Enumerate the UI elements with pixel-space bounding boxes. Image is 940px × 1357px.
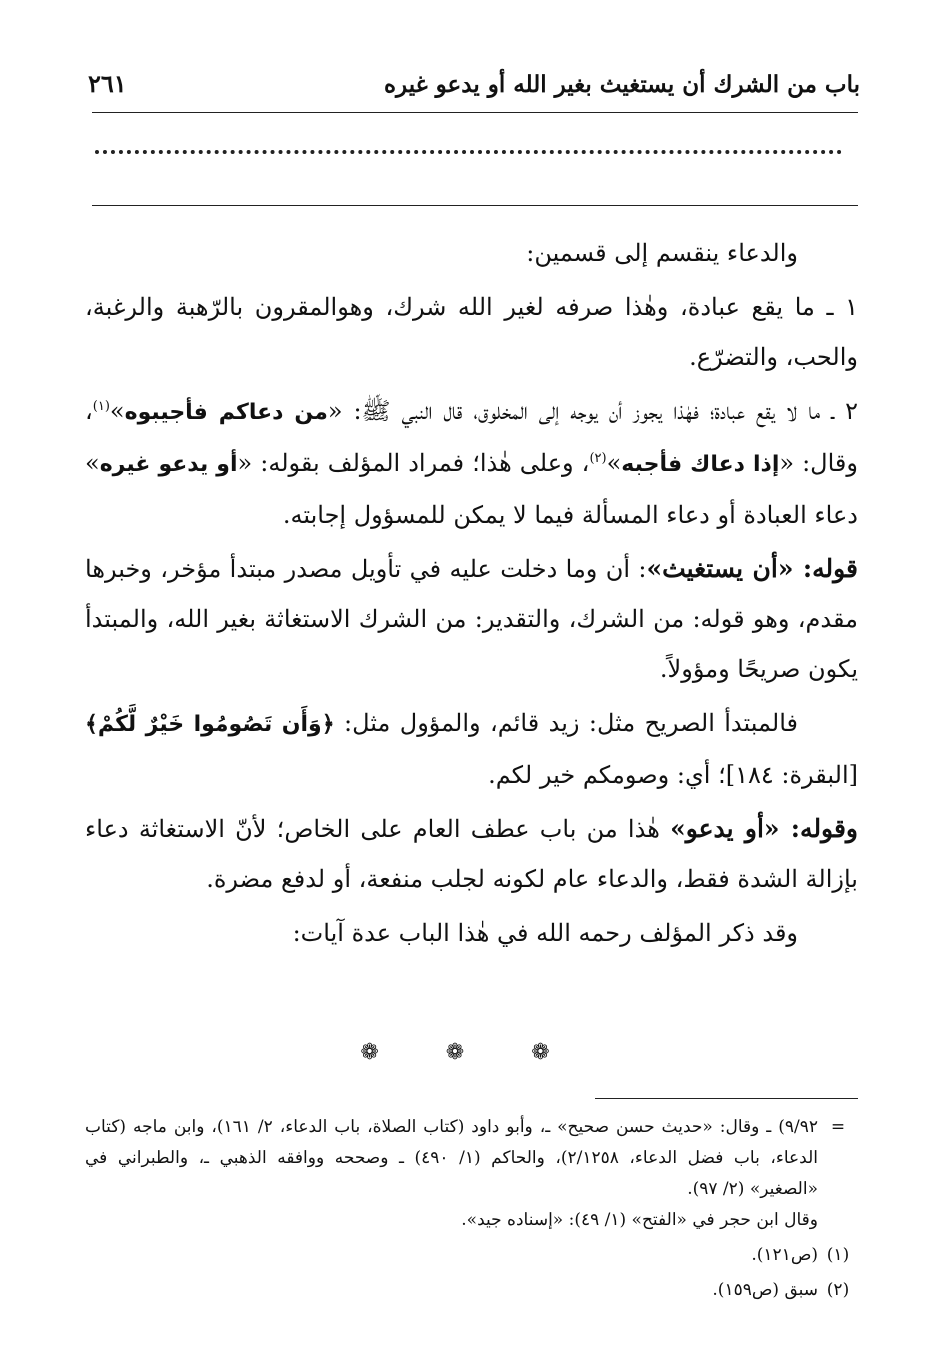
footnote-1-text: (ص١٢١). [751, 1245, 818, 1265]
p4-text: : أن وما دخلت عليه في تأويل مصدر مبتدأ مؤخر، وخبرها مقدم، وهو قوله: من الشرك، والتقدير: من الشرك الاستغاثة بغير الله، والمبتدأ يكون صريحًا ومؤولاً. [85, 555, 858, 683]
ornament-separator: ❁ ❁ ❁ [360, 1040, 580, 1065]
footnotes [85, 1112, 858, 1306]
footnote-2-number: (٢) [826, 1280, 850, 1300]
hadith-quote-2: إذا دعاك فأجبه [621, 452, 780, 477]
paragraph-6 [85, 804, 858, 904]
hadith-quote-1: من دعاكم فأجيبوه [124, 400, 328, 425]
paragraph-4 [85, 544, 858, 694]
p3-text-a: ٢ ـ ما لا يقع عبادة؛ فهٰذا يجوز أن يوجه إلى المخلوق، قال النبي ﷺ: « [327, 397, 859, 425]
quoted-phrase: أو يدعو غيره [99, 452, 238, 477]
body-text [85, 228, 858, 962]
footnote-continuation [85, 1112, 858, 1205]
quran-verse: ﴿وَأَن تَصُومُوا خَيْرٌ لَّكُمْ﴾ [85, 712, 335, 737]
paragraph-3: ٢ ـ ما لا يقع عبادة؛ فهٰذا يجوز أن يوجه إلى المخلوق، قال النبي ﷺ: «من دعاكم فأجيبوه»$^{(١)}$، وقال: «إذا دعاك فأجبه»$^{(٢)}$، وعلى هٰذا؛ فمراد المؤلف بقوله: «أو يدعو غيره» دعاء العبادة أو دعاء المسألة فيما لا يمكن للمسؤول إجابته. [85, 397, 859, 529]
p5-text-b: [البقرة: ١٨٤]؛ أي: وصومكم خير لكم. [488, 761, 858, 789]
p5-text-a: فالمبتدأ الصريح مثل: زيد قائم، والمؤول مثل: [334, 709, 798, 737]
header-rule [92, 112, 858, 113]
running-title: باب من الشرك أن يستغيث بغير الله أو يدعو غيره [383, 71, 860, 98]
footnote-ref-2: (٢) [589, 451, 607, 466]
continuation-text: ٩/٩٢) ـ وقال: «حديث حسن صحيح» ـ، وأبو داود (كتاب الصلاة، باب الدعاء، ٢/ ١٦١)، وابن ماجه (كتاب الدعاء، باب فضل الدعاء، ٢/١٢٥٨)، والحاكم (١/ ٤٩٠) ـ وصححه ووافقه الذهبي ـ، والطبراني في «الصغير» (٢/ ٩٧). [85, 1117, 818, 1199]
continuation-mark: = [830, 1117, 846, 1137]
paragraph-1: والدعاء ينقسم إلى قسمين: [526, 239, 798, 267]
footnote-2 [85, 1275, 858, 1306]
page-number: ٢٦١ [88, 69, 127, 98]
footnote-continuation-2 [85, 1205, 858, 1236]
footnote-ref-1: (١) [92, 399, 110, 414]
p3-text-b: ، وقال: « [85, 397, 858, 477]
footnote-1-number: (١) [826, 1245, 850, 1265]
footnote-rule [595, 1098, 858, 1099]
footnote-1 [85, 1240, 858, 1271]
dotted-separator [95, 150, 842, 168]
p4-lead: قوله: «أن يستغيث» [646, 554, 858, 583]
p3-text-c: ، وعلى هٰذا؛ فمراد المؤلف بقوله: « [237, 449, 590, 477]
paragraph-7: وقد ذكر المؤلف رحمه الله في هٰذا الباب عدة آيات: [292, 919, 798, 947]
p3-text-d: » دعاء العبادة أو دعاء المسألة فيما لا يمكن للمسؤول إجابته. [85, 449, 858, 529]
p6-lead: وقوله: «أو يدعو» [670, 814, 858, 843]
p6-text: هٰذا من باب عطف العام على الخاص؛ لأنّ الاستغاثة دعاء بإزالة الشدة فقط، والدعاء عام لكونه لجلب منفعة، أو لدفع مضرة. [85, 815, 858, 893]
footnote-2-text: سبق (ص١٥٩). [712, 1280, 818, 1300]
paragraph-2: ١ ـ ما يقع عبادة، وهٰذا صرفه لغير الله شرك، وهوالمقرون بالرّهبة والرغبة، والحب، والتضرّع. [85, 293, 858, 371]
section-rule [92, 205, 858, 206]
page-header [88, 58, 860, 98]
paragraph-5 [85, 698, 858, 800]
continuation-text-2: وقال ابن حجر في «الفتح» (١/ ٤٩): «إسناده جيد». [461, 1210, 818, 1230]
